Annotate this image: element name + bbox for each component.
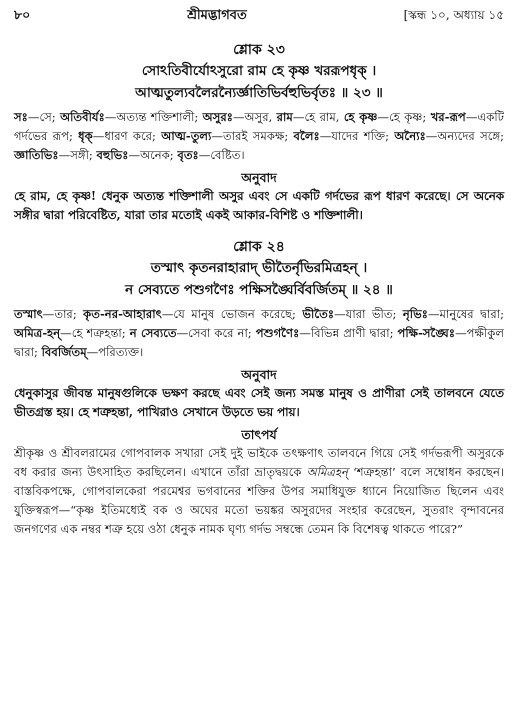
synonym-word: বলৈঃ (293, 129, 320, 143)
synonym-meaning: ধারণ করে; (104, 129, 162, 143)
purport-label: তাৎপর্য (241, 427, 277, 442)
synonym-meaning: একটি গর্দভের রূপ; (14, 110, 504, 143)
synonym-word: বিবর্জিতম্ (41, 345, 87, 359)
synonym-word: জ্ঞাতিভিঃ (14, 148, 59, 162)
synonym-word: অন্যৈঃ (394, 129, 426, 143)
synonym-word: ধৃক্ (78, 129, 93, 143)
synonym-word: ভীতৈঃ (302, 307, 335, 321)
verse-24-line-1: তস্মাৎ কৃতনরাহারাদ্ ভীতৈর্নৃভিরমিত্রহন্ । (150, 260, 368, 276)
synonym-word: খর-রূপ (430, 110, 466, 124)
synonym-word: অসুরঃ (202, 110, 233, 124)
synonym-word: পশুগণৈঃ (255, 326, 300, 340)
synonym-meaning: তারই সমকক্ষ; (223, 129, 294, 143)
synonym-meaning: বেষ্টিত। (210, 148, 245, 162)
verse-23-translation-label: অনুবাদ (241, 170, 277, 185)
synonym-meaning: অন্যদের সঙ্গে; (437, 129, 504, 143)
synonym-word: হে কৃষ্ণ (343, 110, 378, 124)
synonym-meaning: বিভিন্ন প্রাণী দ্বারা; (310, 326, 398, 340)
verse-24-synonyms: তস্মাৎ—তার; কৃত-নর-আহারাৎ—যে মানুষ ভোজন করেছে; ভীতৈঃ—যারা ভীত; নৃভিঃ—মানুষের দ্বারা; অমিত্র-হন্—হে শত্রুহন্তা; ন সেব্যতে—সেবা করে না; পশুগণৈঃ—বিভিন্ন প্রাণী দ্বারা; পক্ষি-সঙ্ঘৈঃ—পক্ষীকুল দ্বারা; বিবর্জিতম্—পরিত্যক্ত। (14, 307, 505, 359)
verse-24-heading: শ্লোক ২৪ (233, 239, 285, 255)
synonym-word: অতিবীর্যঃ (60, 110, 105, 124)
synonym-meaning: যে মানুষ ভোজন করেছে; (173, 307, 303, 321)
synonym-word: তস্মাৎ (14, 307, 43, 321)
chapter-reference: [স্কন্ধ ১০, অধ্যায় ১৫ (403, 8, 504, 22)
purport-text-end: ‘শত্রুহন্তা’ বলে সম্বোধন করছেন। বাস্তবিকপক্ষে, গোপবালকেরা পরমেশ্বর ভগবানের শক্তির উপর সমাধিযুক্ত ধ্যানে নিয়োজিত ছিলেন এবং যুক্তিস্বরূপ—“কৃষ্ণ ইতিমধ্যেই বক ও অঘের মতো ভয়ঙ্কর অসুরদের সংহার করেছেন, সুতরাং বৃন্দাবনের জনগণের এক নম্বর শত্রু হয়ে ওঠা ধেনুক নামক ঘৃণ্য গর্দভ সম্বন্ধে তেমন কি বিশেষত্ব থাকতে পারে?” (14, 465, 505, 536)
synonym-word: রাম (276, 110, 293, 124)
synonym-word: আত্ম-তুল্য (161, 129, 212, 143)
synonym-meaning: হে শত্রুহন্তা; (71, 326, 130, 340)
verse-23-line-2: আত্মতুল্যবলৈরন্যৈর্জ্ঞাতিভির্বহুভির্বৃতঃ ॥ ২৩ ॥ (135, 85, 383, 101)
purport-text-start: শ্রীকৃষ্ণ ও শ্রীবলরামের গোপবালক সখারা সেই দুই ভাইকে তৎক্ষণাৎ তালবনে গিয়ে সেই গর্দভরূপী অসুরকে বধ করার জন্য উৎসাহিত করছিলেন। এখানে তাঁরা ভ্রাতৃদ্বয়কে (14, 446, 504, 479)
synonym-meaning: অনেক; (140, 148, 178, 162)
synonym-word: ন সেব্যতে (129, 326, 177, 340)
synonym-meaning: হে কৃষ্ণ; (389, 110, 431, 124)
synonym-meaning: মানুষের দ্বারা; (439, 307, 505, 321)
verse-23-heading: শ্লোক ২৩ (233, 42, 285, 58)
verse-24-line-2: ন সেব্যতে পশুগণৈঃ পক্ষিসঙ্ঘৈর্বিবর্জিতম্ ॥ ২৪ ॥ (125, 282, 393, 298)
verse-24-translation-label: অনুবাদ (241, 367, 277, 382)
synonym-word: বৃতঃ (177, 148, 199, 162)
verse-24-translation: ধেনুকাসুর জীবন্ত মানুষগুলিকে ভক্ষণ করছে এবং সেই জন্য সমস্ত মানুষ ও প্রাণীরা সেই তালবনে যেতে ভীতগ্রস্ত হয়। হে শত্রুহন্তা, পাখিরাও সেখানে উড়তে ভয় পায়। (14, 386, 504, 419)
synonym-meaning: যারা ভীত; (345, 307, 403, 321)
synonym-word: কৃত-নর-আহারাৎ (83, 307, 162, 321)
synonym-word: বহুভিঃ (96, 148, 129, 162)
synonym-word: অমিত্র-হন্ (14, 326, 61, 340)
synonym-meaning: পরিত্যক্ত। (98, 345, 144, 359)
verse-23-line-1: সোঽতিবীর্যোঽসুরো রাম হে কৃষ্ণ খররূপধৃক্ । (141, 63, 377, 79)
synonym-meaning: সঙ্গী; (70, 148, 97, 162)
verse-23-translation: হে রাম, হে কৃষ্ণ! ধেনুক অত্যন্ত শক্তিশালী অসুর এবং সে একটি গর্দভের রূপ ধারণ করেছে। সে অনেক সঙ্গীর দ্বারা পরিবেষ্টিত, যারা তার মতোই একই আকার-বিশিষ্ট ও শক্তিশালী। (14, 189, 504, 222)
page-header (14, 6, 504, 28)
synonym-meaning: তার; (54, 307, 84, 321)
page-number: ৮০ (14, 7, 31, 22)
synonym-word: সঃ (14, 110, 28, 124)
synonym-meaning: পক্ষীকুল দ্বারা; (14, 326, 504, 359)
synonym-meaning: সেবা করে না; (188, 326, 256, 340)
purport-italic-term: অমিত্রহন্ (306, 465, 348, 479)
purport-text (14, 444, 504, 539)
synonym-meaning: যাদের শক্তি; (331, 129, 395, 143)
synonym-meaning: অত্যন্ত শক্তিশালী; (116, 110, 203, 124)
synonym-meaning: হে রাম, (304, 110, 344, 124)
synonym-word: নৃভিঃ (402, 307, 428, 321)
synonym-meaning: অসুর, (244, 110, 277, 124)
book-title: শ্রীমদ্ভাগবত (187, 8, 247, 23)
synonym-meaning: সে; (39, 110, 61, 124)
synonym-word: পক্ষি-সঙ্ঘৈঃ (397, 326, 456, 340)
verse-23-synonyms: সঃ—সে; অতিবীর্যঃ—অত্যন্ত শক্তিশালী; অসুরঃ—অসুর, রাম—হে রাম, হে কৃষ্ণ—হে কৃষ্ণ; খর-রূপ—একটি গর্দভের রূপ; ধৃক্—ধারণ করে; আত্ম-তুল্য—তারই সমকক্ষ; বলৈঃ—যাদের শক্তি; অন্যৈঃ—অন্যদের সঙ্গে; জ্ঞাতিভিঃ—সঙ্গী; বহুভিঃ—অনেক; বৃতঃ—বেষ্টিত। (14, 110, 504, 162)
